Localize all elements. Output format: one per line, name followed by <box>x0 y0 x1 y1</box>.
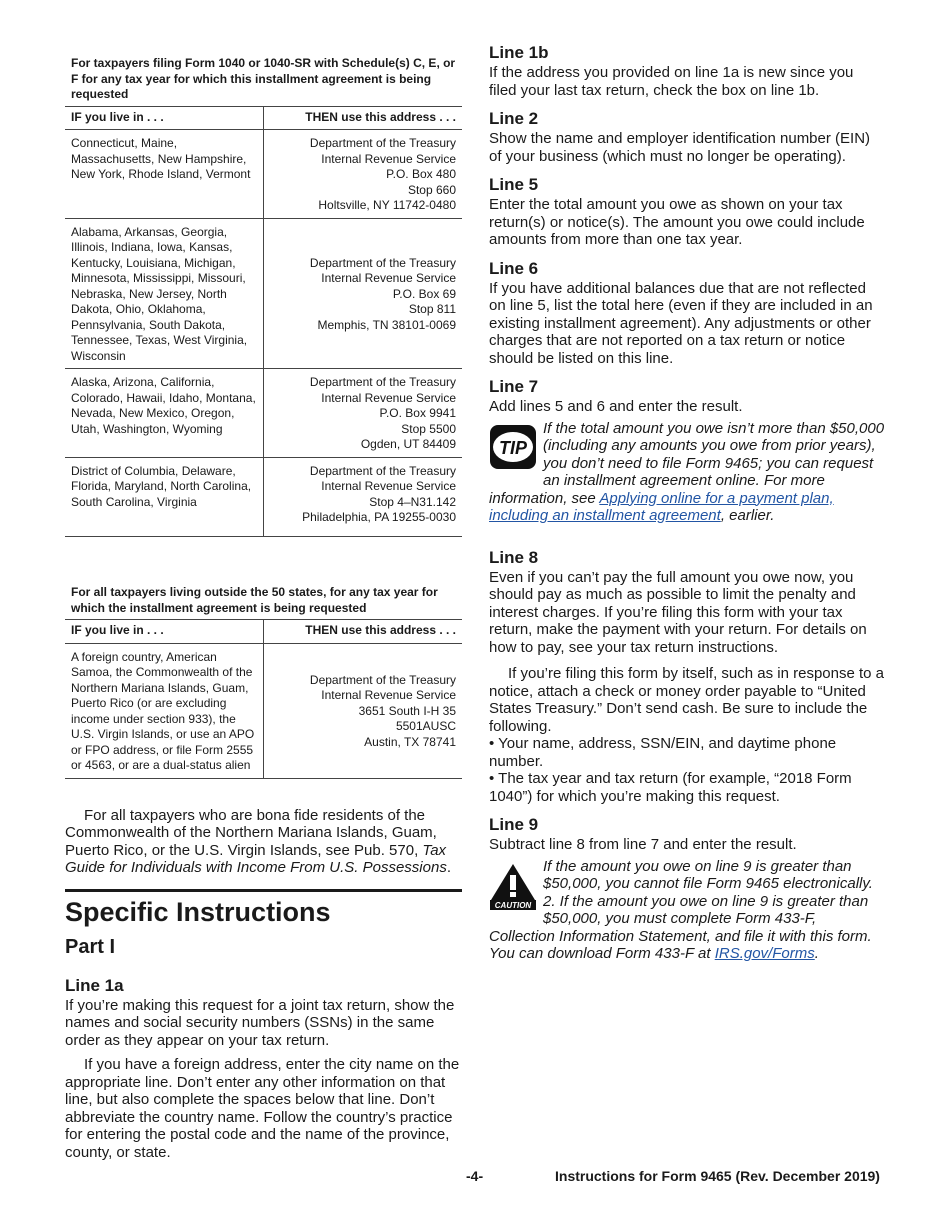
line1b-text: If the address you provided on line 1a is new since you filed your last tax return, check the box on line 1b. <box>489 64 854 99</box>
list-item <box>489 735 885 770</box>
specific-instructions-heading: Specific Instructions <box>65 896 331 927</box>
possessions-paragraph <box>65 807 462 877</box>
line5-heading: Line 5 <box>489 175 539 194</box>
table2-header-right: THEN use this address . . . <box>264 620 463 644</box>
table-row <box>65 369 462 458</box>
line1a-paragraph-2: If you have a foreign address, enter the city name on the appropriate line. Don’t enter any other information on that line, but also complete the spaces below that line. Don’t abbreviate the country name. Follow the country’s practice for entering the postal code and the name of the province, county, or state. <box>65 1056 460 1161</box>
address-cell: Department of the Treasury Internal Revenue Service 3651 South I-H 35 5501AUSC Austin, TX 78741 <box>264 643 463 778</box>
line7-heading: Line 7 <box>489 377 539 396</box>
tip-end: , earlier. <box>720 507 775 524</box>
caution-note <box>489 858 885 963</box>
page-number: -4- <box>466 1168 484 1184</box>
table-row <box>65 130 462 219</box>
line6-heading: Line 6 <box>489 258 539 278</box>
address-cell: Department of the Treasury Internal Revenue Service P.O. Box 9941 Stop 5500 Ogden, UT 84409 <box>264 369 463 458</box>
line2-text: Show the name and employer identification number (EIN) of your business (which must no longer be operating). <box>489 130 871 165</box>
line5-text: Enter the total amount you owe as shown on your tax return(s) or notice(s). The amount you owe could include amounts from more than one tax year. <box>489 196 865 248</box>
tip-text: If the total amount you owe isn’t more than $50,000 (including any amounts you owe from prior years), you don’t need to file Form 9465; you can request an installment agreement online. For more information, see <box>489 419 885 507</box>
caution-icon-label: CAUTION <box>494 900 532 910</box>
line8-paragraph-1: Even if you can’t pay the full amount you owe now, you should pay as much as possible to limit the penalty and interest charges. If you’re filing this form with your tax return, make the payment with your return. For details on how to pay, see your tax return instructions. <box>489 568 867 656</box>
table1-header-right: THEN use this address . . . <box>264 106 463 130</box>
possessions-text: For all taxpayers who are bona fide residents of the Commonwealth of the Northern Mariana Islands, Guam, Puerto Rico, or the U.S. Virgin Islands, see Pub. 570, <box>65 806 437 859</box>
line8-heading: Line 8 <box>489 547 539 567</box>
possessions-end: . <box>446 859 451 876</box>
list-item <box>489 770 885 805</box>
table1-address-table <box>65 106 462 538</box>
line2-heading: Line 2 <box>489 109 539 128</box>
line1a-paragraph-1: If you’re making this request for a joint tax return, show the names and social security numbers (SSNs) in the same order as they appear on your tax return. <box>65 996 455 1049</box>
bullet-glyph: • <box>489 735 495 752</box>
address-cell: Department of the Treasury Internal Revenue Service Stop 4–N31.142 Philadelphia, PA 19255-0030 <box>264 457 463 537</box>
document-title: Instructions for Form 9465 (Rev. December 2019) <box>555 1168 880 1184</box>
line1b-heading: Line 1b <box>489 43 549 62</box>
part-heading: Part I <box>65 935 116 958</box>
caution-text: If the amount you owe on line 9 is greater than $50,000, you cannot file Form 9465 electronically. 2. If the amount you owe on line 9 is greater than $50,000, you must complete Form 433-F, Collection Information Statement, and file it with this form. You can download Form 433-F at <box>489 857 873 962</box>
caution-end: . <box>814 945 819 962</box>
irs-forms-link[interactable]: IRS.gov/Forms <box>714 945 815 962</box>
states-cell: Connecticut, Maine, Massachusetts, New Hampshire, New York, Rhode Island, Vermont <box>65 130 264 219</box>
states-cell: District of Columbia, Delaware, Florida, Maryland, North Carolina, South Carolina, Virginia <box>65 457 264 537</box>
bullet-text: Your name, address, SSN/EIN, and daytime phone number. <box>489 735 837 770</box>
states-cell: Alabama, Arkansas, Georgia, Illinois, Indiana, Iowa, Kansas, Kentucky, Louisiana, Michigan, Minnesota, Mississippi, Missouri, Nebraska, New Jersey, North Dakota, Ohio, Oklahoma, Pennsylvania, South Dakota, Tennessee, Texas, West Virginia, Wisconsin <box>65 218 264 369</box>
table2-caption: For all taxpayers living outside the 50 states, for any tax year for which the installment agreement is being requested <box>71 585 438 615</box>
address-cell: Department of the Treasury Internal Revenue Service P.O. Box 480 Stop 660 Holtsville, NY 11742-0480 <box>264 130 463 219</box>
tip-note <box>489 420 885 525</box>
states-cell: Alaska, Arizona, California, Colorado, Hawaii, Idaho, Montana, Nevada, New Mexico, Oregon, Utah, Washington, Wyoming <box>65 369 264 458</box>
line9-heading: Line 9 <box>489 815 539 834</box>
caution-icon <box>489 862 537 915</box>
table-row <box>65 218 462 369</box>
line7-text: Add lines 5 and 6 and enter the result. <box>489 398 743 415</box>
right-column <box>489 42 885 973</box>
table-row <box>65 457 462 537</box>
table2-address-table <box>65 619 462 779</box>
section-rule <box>65 889 462 892</box>
payment-plan-link[interactable]: Applying online for a payment plan, including an installment agreement <box>489 489 834 524</box>
line1a-heading: Line 1a <box>65 975 124 995</box>
tip-icon-label: TIP <box>498 437 528 458</box>
left-column <box>65 56 462 1161</box>
pub570-title: Tax Guide for Individuals with Income From U.S. Possessions <box>65 841 447 876</box>
bullet-text: The tax year and tax return (for example, “2018 Form 1040”) for which you’re making this request. <box>489 770 852 805</box>
table1-caption: For taxpayers filing Form 1040 or 1040-SR with Schedule(s) C, E, or F for any tax year for which this installment agreement is being requested <box>71 56 456 101</box>
line9-text: Subtract line 8 from line 7 and enter the result. <box>489 836 797 853</box>
states-cell: A foreign country, American Samoa, the Commonwealth of the Northern Mariana Islands, Guam, Puerto Rico (or are excluding income under section 933), the U.S. Virgin Islands, or use an APO or FPO address, or file Form 2555 or 4563, or are a dual-status alien <box>65 643 264 778</box>
bullet-glyph: • <box>489 770 495 787</box>
line6-text: If you have additional balances due that are not reflected on line 5, list the total here (even if they are included in an existing installment agreement). Any adjustments or other charges that are not reported on a tax return or notice should be listed on this line. <box>489 279 873 367</box>
table-row <box>65 643 462 778</box>
line8-paragraph-2: If you’re filing this form by itself, such as in response to a notice, attach a check or money order payable to “United States Treasury.” Don’t send cash. Be sure to include the following. <box>489 665 885 735</box>
address-cell: Department of the Treasury Internal Revenue Service P.O. Box 69 Stop 811 Memphis, TN 38101-0069 <box>264 218 463 369</box>
table1-header-left: IF you live in . . . <box>65 106 264 130</box>
table2-header-left: IF you live in . . . <box>65 620 264 644</box>
tip-icon <box>489 424 537 475</box>
